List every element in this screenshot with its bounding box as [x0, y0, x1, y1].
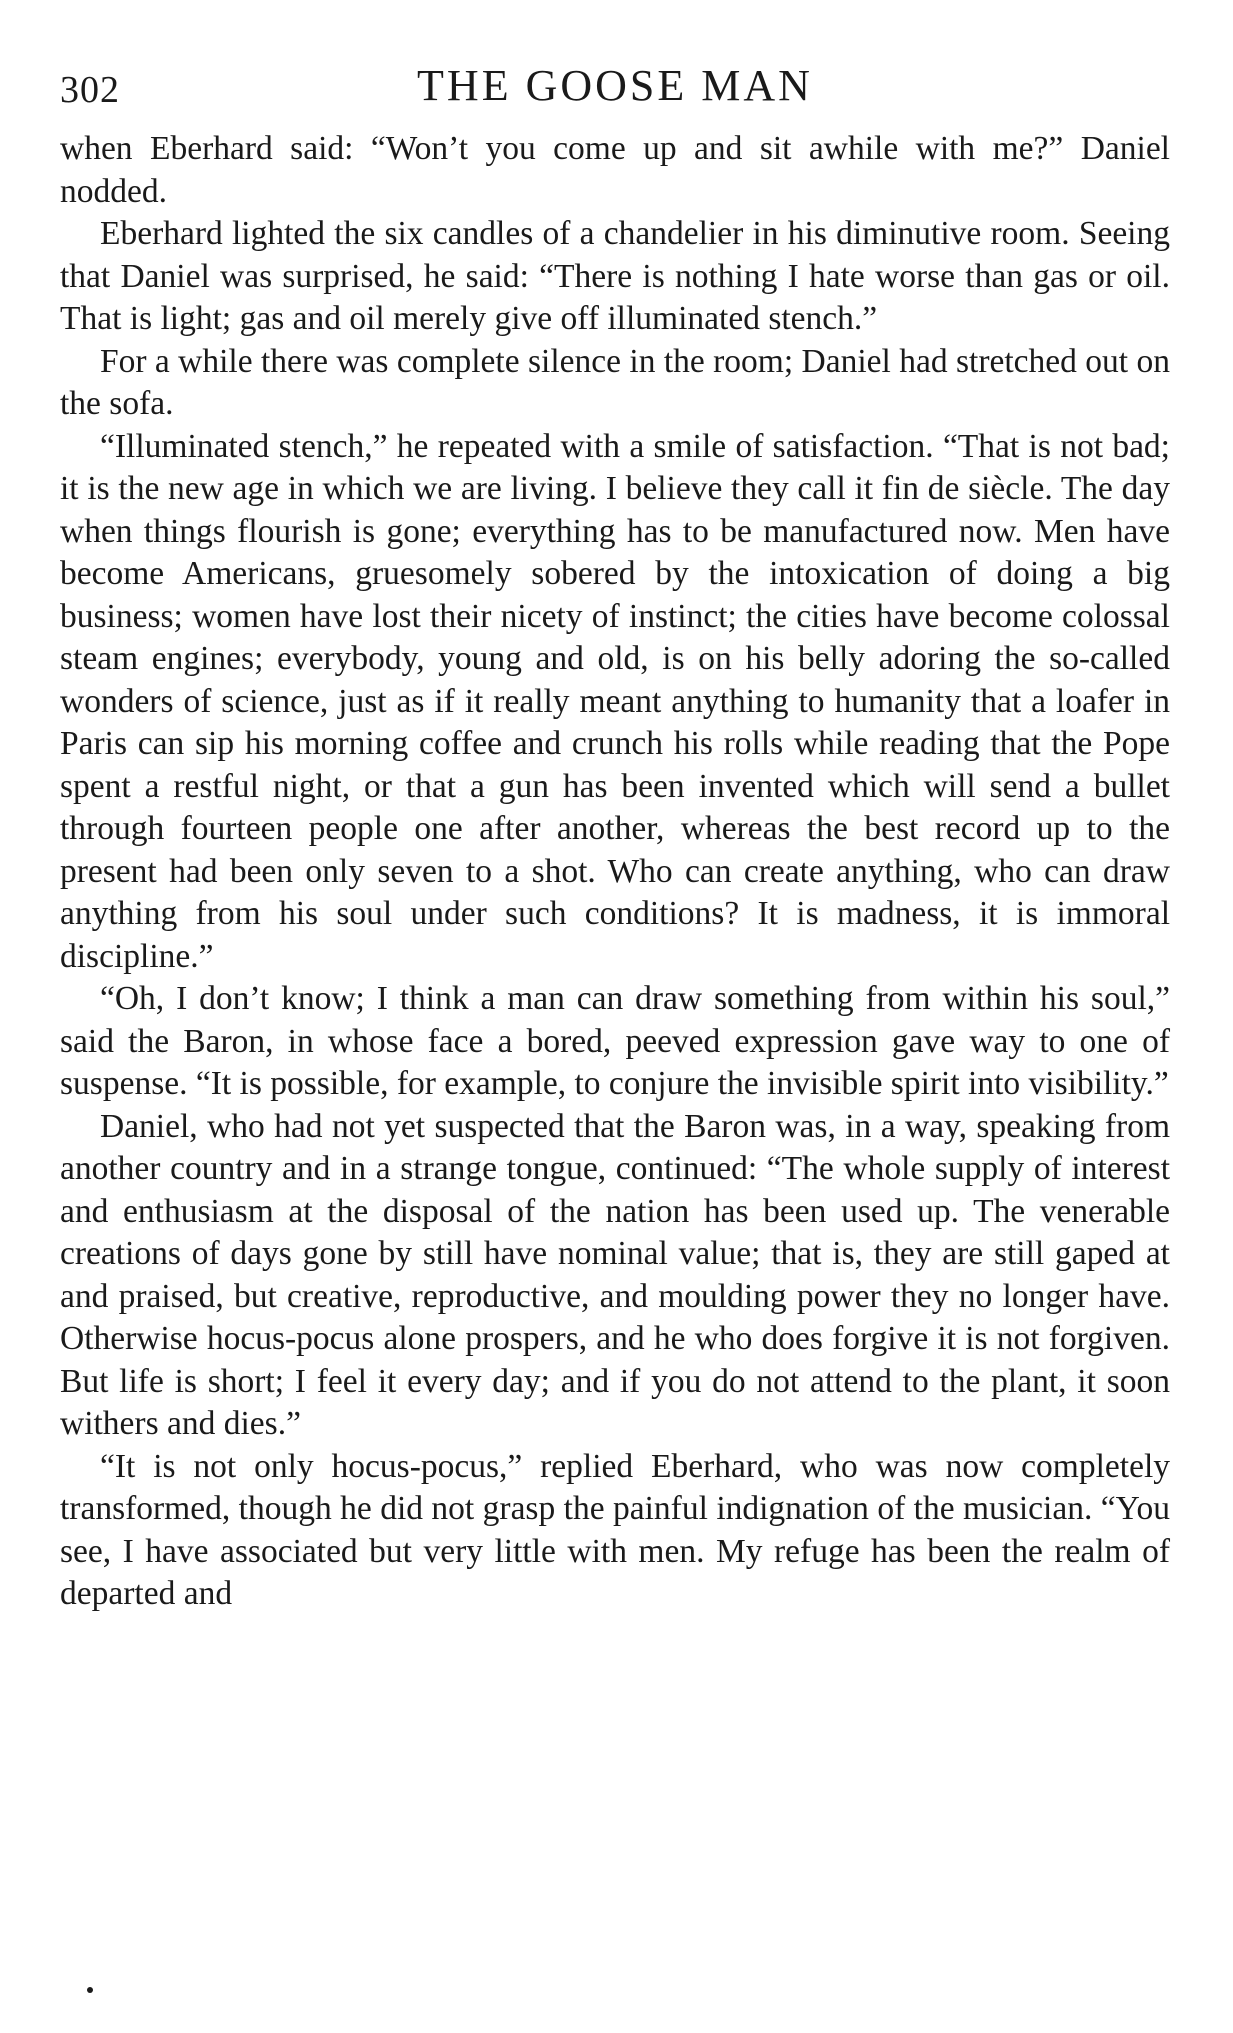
paragraph: Daniel, who had not yet suspected that the Baron was, in a way, speaking from another country and in a strange tongue, continued: “The whole supply of interest and enthusiasm at the disposal of the nation has been used up. The venerable creations of days gone by still have nominal value; that is, they are still gaped at and praised, but creative, reproductive, and moulding power they no longer have. Otherwise hocus-pocus alone prospers, and he who does forgive it is not forgiven. But life is short; I feel it every day; and if you do not attend to the plant, it soon withers and dies.” — [60, 1107, 1170, 1442]
book-page — [60, 60, 1170, 1616]
paragraph: Eberhard lighted the six candles of a chandelier in his diminutive room. Seeing that Daniel was surprised, he said: “There is nothing I hate worse than gas or oil. That is light; gas and oil merely give off illuminated stench.” — [60, 215, 1170, 337]
paragraph: “It is not only hocus-pocus,” replied Eberhard, who was now completely transformed, though he did not grasp the painful indignation of the musician. “You see, I have associated but very little with men. My refuge has been the realm of departed and — [60, 1447, 1170, 1612]
paragraph: “Oh, I don’t know; I think a man can draw something from within his soul,” said the Baron, in whose face a bored, peeved expression gave way to one of suspense. “It is possible, for example, to conjure the invisible spirit into visibility.” — [60, 980, 1170, 1102]
body-text — [60, 128, 1170, 1616]
stray-ink-dot — [87, 1987, 93, 1993]
paragraph: when Eberhard said: “Won’t you come up and sit awhile with me?” Daniel nodded. — [60, 130, 1170, 210]
paragraph: For a while there was complete silence in the room; Daniel had stretched out on the sofa. — [60, 342, 1170, 422]
paragraph: “Illuminated stench,” he repeated with a smile of satisfaction. “That is not bad; it is the new age in which we are living. I believe they call it fin de siècle. The day when things flourish is gone; everything has to be manufactured now. Men have become Americans, gruesomely sobered by the intoxication of doing a big business; women have lost their nicety of instinct; the cities have become colossal steam engines; everybody, young and old, is on his belly adoring the so-called wonders of science, just as if it really meant anything to humanity that a loafer in Paris can sip his morning coffee and crunch his rolls while reading that the Pope spent a restful night, or that a gun has been invented which will send a bullet through fourteen people one after another, whereas the best record up to the present had been only seven to a shot. Who can create anything, who can draw anything from his soul under such conditions? It is madness, it is immoral discipline.” — [60, 427, 1170, 975]
running-head — [60, 60, 1170, 120]
page-number: 302 — [60, 69, 120, 111]
running-title: THE GOOSE MAN — [417, 61, 813, 110]
